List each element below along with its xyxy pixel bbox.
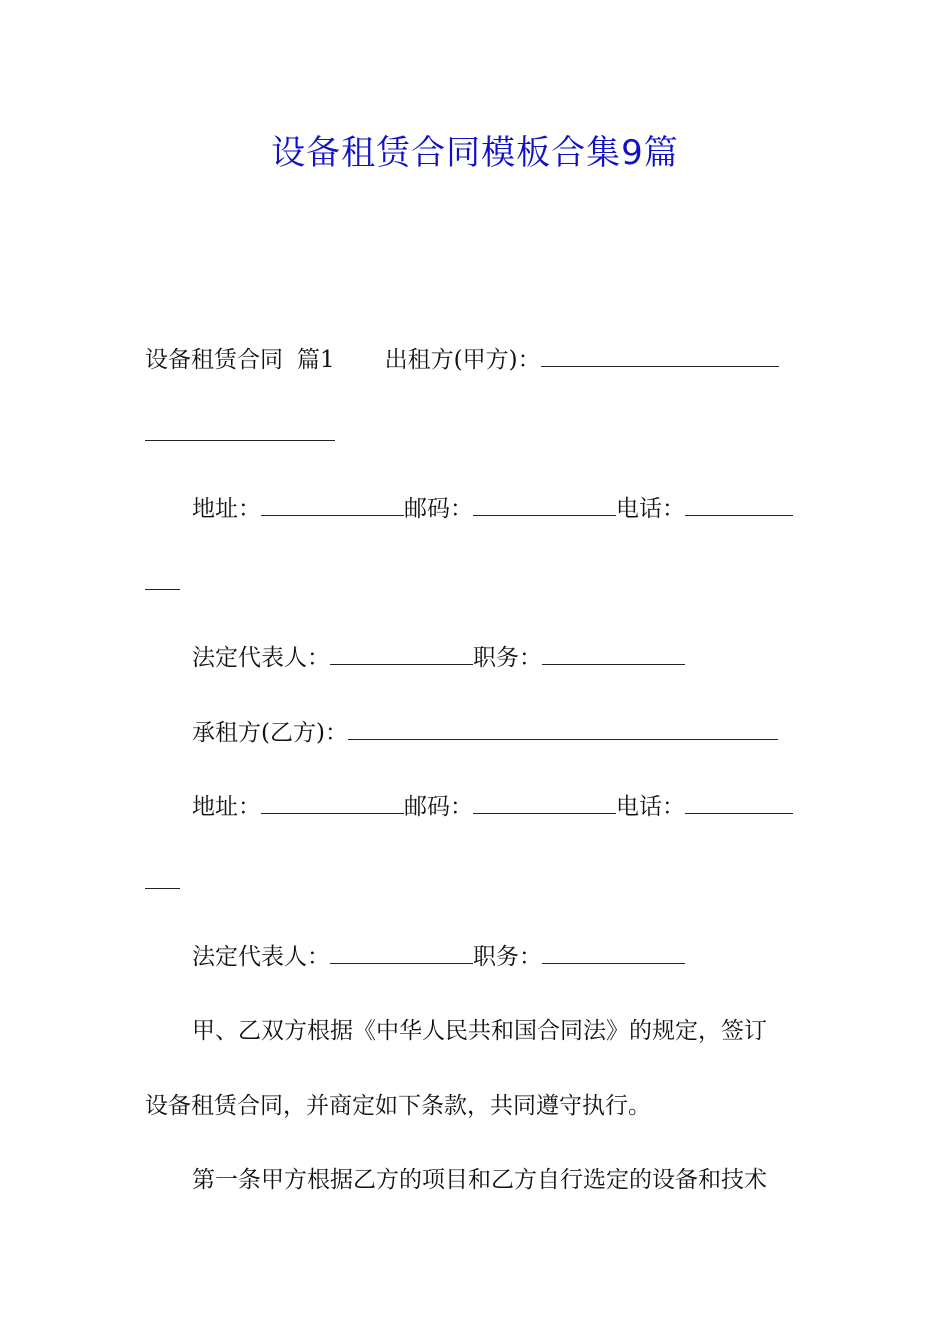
lessee-address-blank[interactable] — [261, 789, 404, 814]
lessor-postcode-label: 邮码： — [404, 496, 473, 522]
lessee-label: 承租方(乙方)： — [192, 720, 348, 746]
lessee-phone-blank-continued[interactable] — [145, 864, 180, 889]
lessor-phone-label: 电话： — [616, 496, 685, 522]
lessor-blank-continued[interactable] — [145, 416, 335, 441]
heading-line — [145, 342, 807, 376]
paragraph-line: 第一条甲方根据乙方的项目和乙方自行选定的设备和技术 — [192, 1167, 767, 1193]
lessor-postcode-blank[interactable] — [473, 491, 616, 516]
lessor-phone-blank[interactable] — [685, 491, 793, 516]
lessee-postcode-label: 邮码： — [404, 794, 473, 820]
lessor-continuation — [145, 416, 807, 450]
lessor-address-line — [145, 491, 807, 525]
lessee-phone-continuation — [145, 864, 807, 898]
lessee-address-label: 地址： — [192, 794, 261, 820]
lessor-title-label: 职务： — [473, 645, 542, 671]
lessor-label: 出租方(甲方)： — [384, 347, 541, 373]
lessee-rep-line — [145, 939, 807, 973]
document-title: 设备租赁合同模板合集9篇 — [271, 133, 679, 173]
lessor-blank[interactable] — [541, 342, 779, 367]
lessor-phone-continuation — [145, 565, 807, 599]
lessor-rep-label: 法定代表人： — [192, 645, 330, 671]
lessee-address-line — [145, 789, 807, 823]
lessee-title-blank[interactable] — [542, 939, 685, 964]
lessee-line — [145, 715, 807, 749]
paragraph-line: 甲、乙双方根据《中华人民共和国合同法》的规定，签订 — [192, 1018, 767, 1044]
paragraph-line: 设备租赁合同，并商定如下条款，共同遵守执行。 — [145, 1093, 651, 1119]
contract-part: 篇1 — [297, 347, 335, 373]
lessee-rep-label: 法定代表人： — [192, 944, 330, 970]
lessor-address-label: 地址： — [192, 496, 261, 522]
lessee-rep-blank[interactable] — [330, 939, 473, 964]
lessee-phone-label: 电话： — [616, 794, 685, 820]
contract-heading: 设备租赁合同 — [145, 347, 283, 373]
lessee-postcode-blank[interactable] — [473, 789, 616, 814]
lessor-title-blank[interactable] — [542, 640, 685, 665]
lessor-phone-blank-continued[interactable] — [145, 565, 180, 590]
lessor-address-blank[interactable] — [261, 491, 404, 516]
lessee-phone-blank[interactable] — [685, 789, 793, 814]
lessee-blank[interactable] — [348, 715, 778, 740]
lessor-rep-line — [145, 640, 807, 674]
lessor-rep-blank[interactable] — [330, 640, 473, 665]
lessee-title-label: 职务： — [473, 944, 542, 970]
